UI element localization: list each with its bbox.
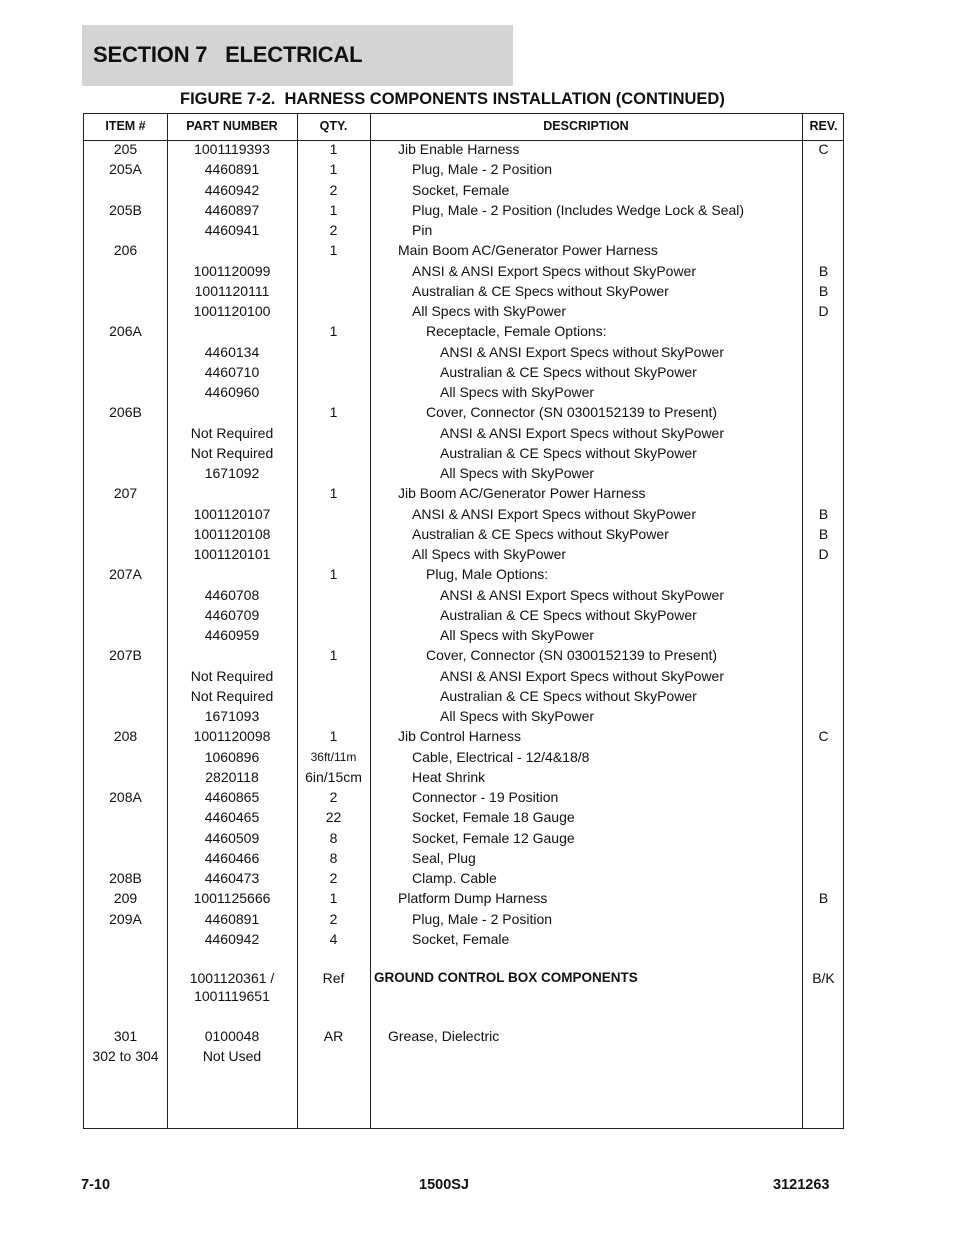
qty-cell: 1 (329, 141, 338, 157)
table-row (84, 686, 843, 706)
table-row (84, 605, 843, 625)
description-cell: Australian & CE Specs without SkyPower (440, 606, 697, 623)
rev-cell: B (818, 890, 829, 907)
qty-cell: 2 (329, 789, 338, 805)
table-row (84, 807, 843, 827)
page-number: 7-10 (81, 1177, 111, 1193)
item-cell: 209 (113, 890, 138, 907)
table-row (84, 787, 843, 807)
part-number-cell: 4460942 (204, 930, 260, 947)
description-cell: All Specs with SkyPower (440, 627, 595, 643)
part-number-cell: 4460891 (204, 910, 260, 927)
table-row (84, 504, 843, 524)
part-number-cell: 4460959 (204, 627, 260, 643)
table-row (84, 200, 843, 220)
part-number-cell: 4460942 (204, 181, 260, 198)
description-cell: Socket, Female 18 Gauge (412, 809, 575, 826)
description-cell: Australian & CE Specs without SkyPower (440, 363, 697, 380)
table-row (84, 645, 843, 665)
table-row (84, 888, 843, 908)
description-cell: All Specs with SkyPower (440, 384, 595, 400)
part-number-cell: 4460709 (204, 606, 260, 623)
part-number-cell: Not Required (190, 667, 274, 684)
qty-cell: 8 (329, 849, 338, 866)
description-cell: Australian & CE Specs without SkyPower (412, 282, 669, 299)
description-cell: Australian & CE Specs without SkyPower (440, 687, 697, 704)
description-cell: ANSI & ANSI Export Specs without SkyPower (440, 667, 725, 684)
item-cell: 301 (113, 1028, 138, 1044)
table-row (84, 726, 843, 746)
table-row (84, 848, 843, 868)
qty-cell: 1 (329, 566, 338, 583)
part-number-cell: 1001120100 (193, 303, 271, 319)
description-cell: ANSI & ANSI Export Specs without SkyPower (440, 586, 725, 603)
part-number-cell: 1671093 (204, 708, 260, 724)
description-cell: Australian & CE Specs without SkyPower (440, 444, 697, 461)
table-row (84, 828, 843, 848)
description-cell: Platform Dump Harness (398, 890, 548, 907)
item-cell: 205B (109, 201, 142, 218)
table-row (84, 180, 843, 200)
part-number-cell: 4460891 (204, 161, 260, 178)
section-title: SECTION 7 ELECTRICAL (93, 42, 363, 67)
item-cell: 208B (109, 870, 142, 886)
table-row (84, 321, 843, 341)
document-number: 3121263 (773, 1177, 830, 1193)
description-cell: Plug, Male - 2 Position (Includes Wedge Lock & Seal) (412, 201, 745, 218)
qty-cell: 1 (329, 242, 338, 259)
qty-cell: 8 (329, 829, 338, 846)
description-cell: ANSI & ANSI Export Specs without SkyPower (440, 424, 725, 441)
part-number-cell: 4460509 (204, 829, 260, 846)
qty-cell: 4 (329, 930, 338, 947)
description-cell: Grease, Dielectric (388, 1028, 500, 1044)
table-row (84, 382, 843, 402)
table-row (84, 585, 843, 605)
qty-cell: 6in/15cm (305, 768, 362, 785)
part-number-cell: 1001120101 (193, 546, 271, 562)
table-row (84, 281, 843, 301)
part-number-cell: 1001119651 (194, 988, 270, 1004)
parts-table (83, 113, 844, 1129)
qty-cell: 1 (329, 323, 338, 340)
qty-cell: 1 (329, 728, 338, 745)
table-row (84, 362, 843, 382)
part-number-cell: 4460473 (204, 870, 260, 886)
qty-cell: 1 (329, 404, 338, 421)
qty-cell: 1 (329, 201, 338, 218)
table-row (84, 139, 843, 159)
qty-cell: 1 (329, 161, 338, 178)
qty-cell: 1 (329, 485, 338, 502)
description-cell: All Specs with SkyPower (440, 708, 595, 724)
description-cell: ANSI & ANSI Export Specs without SkyPower (412, 262, 697, 279)
description-cell: All Specs with SkyPower (440, 465, 595, 481)
header-qty: QTY. (319, 119, 348, 133)
table-row (84, 747, 843, 767)
description-cell: Connector - 19 Position (412, 789, 559, 805)
rev-cell: B (818, 525, 829, 542)
qty-cell: 1 (329, 890, 338, 907)
rev-cell: D (818, 303, 829, 319)
table-row (84, 220, 843, 240)
description-cell: GROUND CONTROL BOX COMPONENTS (374, 970, 638, 985)
part-number-cell: 2820118 (205, 768, 259, 785)
item-cell: 207B (109, 647, 142, 664)
part-number-cell: 1001120108 (193, 525, 271, 542)
part-number-cell: Not Required (190, 424, 274, 441)
part-number-cell: 1060896 (204, 748, 260, 765)
description-cell: Receptacle, Female Options: (426, 323, 607, 340)
table-row (84, 342, 843, 362)
description-cell: Plug, Male Options: (426, 566, 549, 583)
item-cell: 302 to 304 (92, 1048, 159, 1064)
table-row (84, 483, 843, 503)
qty-cell: 36ft/11m (310, 749, 357, 764)
table-row (84, 1046, 843, 1066)
header-description: DESCRIPTION (543, 119, 629, 133)
table-row (84, 261, 843, 281)
table-row (84, 767, 843, 787)
part-number-cell: 4460708 (204, 586, 260, 603)
part-number-cell: 4460465 (204, 809, 260, 826)
table-row (84, 240, 843, 260)
figure-title: FIGURE 7-2. HARNESS COMPONENTS INSTALLATION (CONTINUED) (180, 90, 725, 108)
description-cell: All Specs with SkyPower (412, 546, 567, 562)
part-number-cell: 4460941 (204, 222, 260, 238)
part-number-cell: 1001120098 (193, 728, 271, 745)
rev-cell: B/K (812, 970, 835, 986)
part-number-cell: Not Required (190, 444, 274, 461)
header-rev: REV. (809, 119, 838, 133)
rev-cell: B (818, 262, 829, 279)
part-number-cell: 0100048 (204, 1028, 260, 1044)
part-number-cell: 1001119393 (194, 141, 270, 157)
description-cell: Clamp. Cable (412, 870, 497, 886)
part-number-cell: 1001125666 (193, 890, 271, 907)
table-row-ground-control (84, 968, 843, 988)
description-cell: Cover, Connector (SN 0300152139 to Present) (426, 404, 718, 421)
description-cell: Main Boom AC/Generator Power Harness (398, 242, 658, 259)
qty-cell: 1 (329, 647, 338, 664)
rev-cell: C (818, 141, 829, 157)
item-cell: 207 (113, 485, 138, 502)
description-cell: ANSI & ANSI Export Specs without SkyPower (412, 505, 697, 522)
table-row (84, 706, 843, 726)
item-cell: 209A (109, 910, 142, 927)
header-item: ITEM # (105, 119, 146, 133)
table-row (84, 909, 843, 929)
description-cell: Seal, Plug (412, 849, 476, 866)
table-row (84, 402, 843, 422)
part-number-cell: 1001120361 / (189, 970, 275, 986)
part-number-cell: 1001120099 (193, 262, 271, 279)
description-cell: Australian & CE Specs without SkyPower (412, 525, 669, 542)
table-row (84, 423, 843, 443)
qty-cell: 2 (329, 870, 338, 886)
description-cell: Plug, Male - 2 Position (412, 161, 553, 178)
qty-cell: 2 (329, 910, 338, 927)
part-number-cell: 4460466 (204, 849, 260, 866)
rev-cell: B (818, 505, 829, 522)
qty-cell: 2 (329, 222, 338, 238)
description-cell: Heat Shrink (412, 768, 486, 785)
table-row-ground-control-cont (84, 986, 843, 1006)
table-row (84, 463, 843, 483)
description-cell: Socket, Female (412, 181, 510, 198)
part-number-cell: 4460134 (204, 343, 260, 360)
item-cell: 206B (109, 404, 142, 421)
description-cell: Plug, Male - 2 Position (412, 910, 553, 927)
description-cell: Pin (412, 222, 433, 238)
description-cell: Jib Control Harness (398, 728, 521, 745)
description-cell: Socket, Female (412, 930, 510, 947)
qty-cell: 2 (329, 181, 338, 198)
part-number-cell: 4460897 (204, 201, 260, 218)
part-number-cell: Not Used (202, 1048, 262, 1064)
item-cell: 205A (109, 161, 142, 178)
table-row (84, 544, 843, 564)
description-cell: Jib Enable Harness (398, 141, 520, 157)
item-cell: 206A (109, 323, 142, 340)
part-number-cell: 1001120111 (194, 282, 270, 299)
description-cell: Cable, Electrical - 12/4&18/8 (412, 748, 590, 765)
rev-cell: D (818, 546, 829, 562)
qty-cell: AR (323, 1028, 344, 1044)
description-cell: Socket, Female 12 Gauge (412, 829, 575, 846)
qty-cell: Ref (322, 970, 345, 986)
table-row (84, 443, 843, 463)
table-row (84, 564, 843, 584)
part-number-cell: 4460710 (204, 363, 260, 380)
table-row (84, 524, 843, 544)
rev-cell: C (818, 728, 829, 745)
table-row (84, 666, 843, 686)
table-row (84, 868, 843, 888)
rev-cell: B (818, 282, 829, 299)
model-number: 1500SJ (419, 1177, 469, 1193)
table-row (84, 1026, 843, 1046)
item-cell: 208A (109, 789, 142, 805)
part-number-cell: 1671092 (204, 465, 260, 481)
table-row (84, 929, 843, 949)
table-row (84, 625, 843, 645)
item-cell: 207A (109, 566, 142, 583)
table-row (84, 301, 843, 321)
part-number-cell: 4460865 (204, 789, 260, 805)
part-number-cell: 1001120107 (193, 505, 271, 522)
item-cell: 206 (113, 242, 138, 259)
part-number-cell: Not Required (190, 687, 274, 704)
qty-cell: 22 (325, 809, 342, 826)
item-cell: 208 (113, 728, 138, 745)
description-cell: ANSI & ANSI Export Specs without SkyPower (440, 343, 725, 360)
description-cell: Cover, Connector (SN 0300152139 to Present) (426, 647, 718, 664)
table-row (84, 159, 843, 179)
description-cell: All Specs with SkyPower (412, 303, 567, 319)
description-cell: Jib Boom AC/Generator Power Harness (398, 485, 646, 502)
header-part-number: PART NUMBER (186, 119, 278, 133)
item-cell: 205 (113, 141, 138, 157)
part-number-cell: 4460960 (204, 384, 260, 400)
